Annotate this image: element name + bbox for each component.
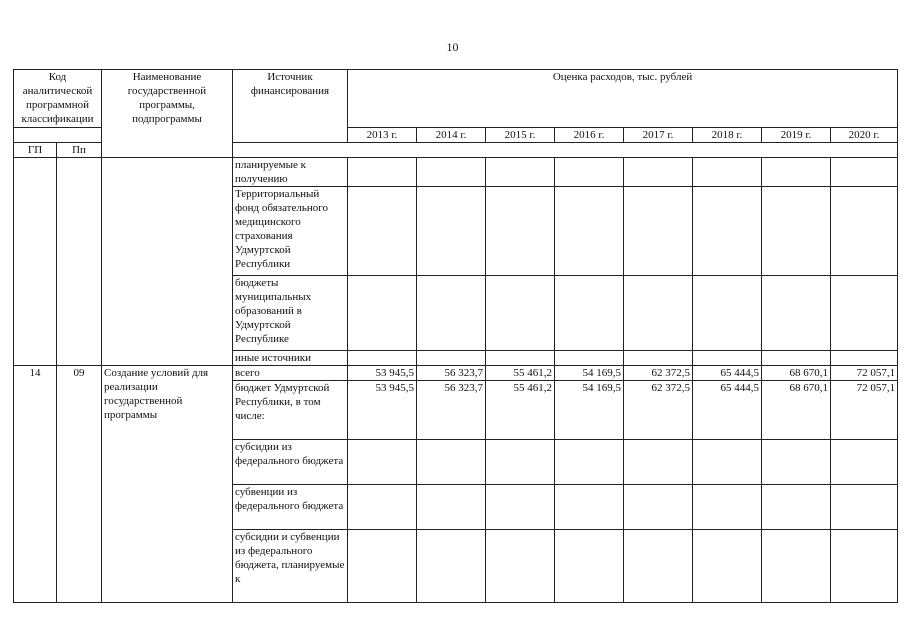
source-cell: субсидии из федерального бюджета	[233, 440, 348, 485]
year-header: 2013 г.	[348, 128, 417, 143]
year-header: 2018 г.	[693, 128, 762, 143]
value-cell: 54 169,5	[555, 381, 624, 440]
source-cell: бюджет Удмуртской Республики, в том числе:	[233, 381, 348, 440]
source-cell: субвенции из федерального бюджета	[233, 485, 348, 530]
program-name: Создание условий для реализации государственной программы	[102, 366, 233, 603]
year-header: 2020 г.	[831, 128, 898, 143]
estimate-header: Оценка расходов, тыс. рублей	[348, 70, 898, 128]
value-cell: 54 169,5	[555, 366, 624, 381]
value-cell: 55 461,2	[486, 366, 555, 381]
gp-cell-empty	[14, 158, 57, 366]
budget-table	[13, 69, 898, 603]
value-cell: 62 372,5	[624, 381, 693, 440]
source-header: Источник финансирования	[233, 70, 348, 143]
source-cell: иные источники	[233, 351, 348, 366]
name-header: Наименование государственной программы, подпрограммы	[102, 70, 233, 158]
value-cell: 55 461,2	[486, 381, 555, 440]
year-header: 2016 г.	[555, 128, 624, 143]
pp-header: Пп	[57, 143, 102, 158]
value-cell: 53 945,5	[348, 366, 417, 381]
name-cell-empty	[102, 158, 233, 366]
year-header: 2019 г.	[762, 128, 831, 143]
value-cell: 65 444,5	[693, 366, 762, 381]
source-cell: всего	[233, 366, 348, 381]
gp-header: ГП	[14, 143, 57, 158]
year-header: 2014 г.	[417, 128, 486, 143]
value-cell: 56 323,7	[417, 381, 486, 440]
code-header: Код аналитической программной классификации	[14, 70, 102, 128]
value-cell: 72 057,1	[831, 366, 898, 381]
value-cell: 68 670,1	[762, 381, 831, 440]
year-header: 2017 г.	[624, 128, 693, 143]
value-cell: 72 057,1	[831, 381, 898, 440]
value-cell: 65 444,5	[693, 381, 762, 440]
header-spacer	[233, 143, 898, 158]
gp-code: 14	[14, 366, 57, 603]
source-cell: планируемые к получению	[233, 158, 348, 187]
value-cell: 56 323,7	[417, 366, 486, 381]
page-number: 10	[446, 40, 459, 54]
code-header-spacer	[14, 128, 102, 143]
source-cell: бюджеты муниципальных образований в Удмуртской Республике	[233, 276, 348, 351]
pp-code: 09	[57, 366, 102, 603]
value-cell: 53 945,5	[348, 381, 417, 440]
value-cell: 62 372,5	[624, 366, 693, 381]
pp-cell-empty	[57, 158, 102, 366]
source-cell: Территориальный фонд обязательного медицинского страхования Удмуртской Республики	[233, 187, 348, 276]
value-cell: 68 670,1	[762, 366, 831, 381]
source-cell: субсидии и субвенции из федерального бюджета, планируемые к	[233, 530, 348, 603]
year-header: 2015 г.	[486, 128, 555, 143]
